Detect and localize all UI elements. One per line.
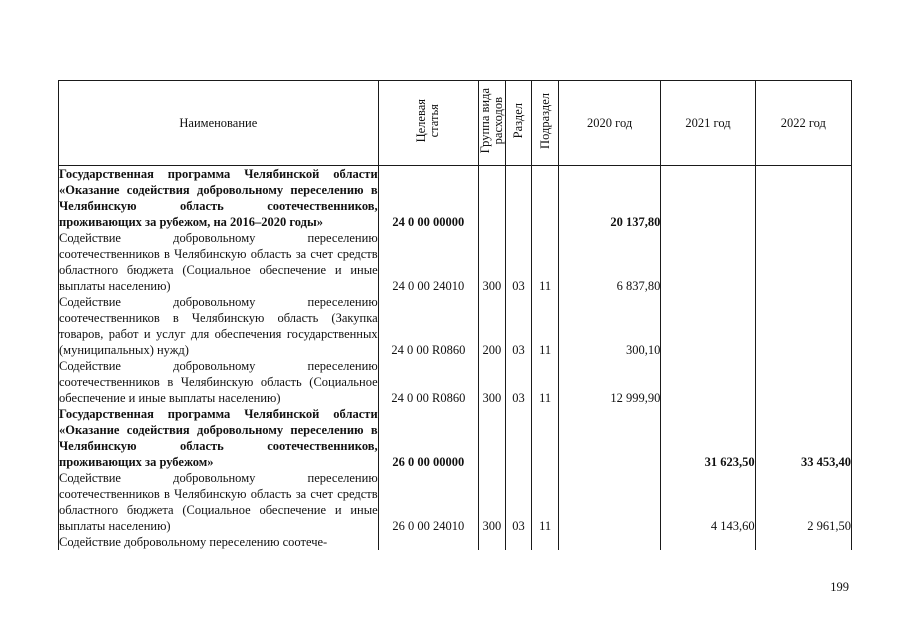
row-name: Содействие добровольному переселению соотечественников в Челябинскую область (Закупка товаров, работ и услуг для обеспечения государственных (муниципальных) нужд) — [59, 295, 378, 357]
row-2022: 33 453,40 — [755, 406, 851, 470]
row-section — [505, 166, 532, 231]
row-subsection: 11 — [532, 230, 559, 294]
row-group — [479, 534, 506, 550]
row-2022 — [755, 230, 851, 294]
row-2021 — [661, 534, 755, 550]
row-group: 300 — [479, 470, 506, 534]
row-name: Содействие добровольному переселению соотечественников в Челябинскую область (Социальное обеспечение и иные выплаты населению) — [59, 359, 378, 405]
header-target — [378, 81, 478, 166]
row-target — [378, 534, 478, 550]
page-number: 199 — [830, 580, 849, 594]
header-2020-label: 2020 год — [587, 116, 633, 130]
row-group — [479, 406, 506, 470]
row-2020 — [558, 534, 660, 550]
header-name — [59, 81, 379, 166]
row-subsection: 11 — [532, 470, 559, 534]
header-subsection — [532, 81, 559, 166]
header-name-label: Наименование — [179, 116, 258, 130]
row-name: Государственная программа Челябинской области «Оказание содействия добровольному переселению в Челябинскую область соотечественников, проживающих за рубежом» — [59, 407, 378, 469]
row-2020: 300,10 — [558, 294, 660, 358]
table-row — [59, 534, 852, 550]
row-target: 26 0 00 00000 — [378, 406, 478, 470]
row-group: 300 — [479, 358, 506, 406]
row-2022 — [755, 166, 851, 231]
row-name: Государственная программа Челябинской области «Оказание содействия добровольному переселению в Челябинскую область соотечественников, проживающих за рубежом, на 2016–2020 годы» — [59, 167, 378, 229]
row-target: 26 0 00 24010 — [378, 470, 478, 534]
row-section — [505, 406, 532, 470]
row-section: 03 — [505, 230, 532, 294]
row-section: 03 — [505, 358, 532, 406]
row-group: 300 — [479, 230, 506, 294]
table-row — [59, 406, 852, 470]
row-subsection: 11 — [532, 358, 559, 406]
row-2021 — [661, 294, 755, 358]
row-2020 — [558, 470, 660, 534]
header-group — [479, 81, 506, 166]
table-row — [59, 470, 852, 534]
table-row — [59, 294, 852, 358]
header-section-label: Раздел — [510, 103, 525, 139]
budget-table — [58, 80, 852, 550]
row-2022 — [755, 534, 851, 550]
row-2021 — [661, 166, 755, 231]
row-group: 200 — [479, 294, 506, 358]
row-2022: 2 961,50 — [755, 470, 851, 534]
row-subsection — [532, 534, 559, 550]
row-name: Содействие добровольному переселению соотече- — [59, 534, 379, 550]
row-name: Содействие добровольному переселению соотечественников в Челябинскую область за счет средств областного бюджета (Социальное обеспечение и иные выплаты населению) — [59, 471, 378, 533]
row-2020 — [558, 406, 660, 470]
row-2020: 6 837,80 — [558, 230, 660, 294]
row-2021: 31 623,50 — [661, 406, 755, 470]
table-row — [59, 230, 852, 294]
header-subsection-label: Подраздел — [537, 93, 552, 149]
row-target: 24 0 00 00000 — [378, 166, 478, 231]
row-2021 — [661, 358, 755, 406]
row-target: 24 0 00 24010 — [378, 230, 478, 294]
row-2020: 12 999,90 — [558, 358, 660, 406]
header-target-label: Целевая статья — [414, 99, 442, 143]
table-row — [59, 358, 852, 406]
header-section — [505, 81, 532, 166]
table-header-row — [59, 81, 852, 166]
row-subsection — [532, 406, 559, 470]
header-2022 — [755, 81, 851, 166]
row-section — [505, 534, 532, 550]
row-2021: 4 143,60 — [661, 470, 755, 534]
row-target: 24 0 00 R0860 — [378, 358, 478, 406]
row-subsection — [532, 166, 559, 231]
row-2020: 20 137,80 — [558, 166, 660, 231]
header-group-label: Группа вида расходов — [478, 88, 506, 154]
header-2022-label: 2022 год — [780, 116, 826, 130]
row-subsection: 11 — [532, 294, 559, 358]
row-group — [479, 166, 506, 231]
header-2020 — [558, 81, 660, 166]
row-target: 24 0 00 R0860 — [378, 294, 478, 358]
row-name: Содействие добровольному переселению соотечественников в Челябинскую область за счет средств областного бюджета (Социальное обеспечение и иные выплаты населению) — [59, 231, 378, 293]
header-2021 — [661, 81, 755, 166]
row-section: 03 — [505, 470, 532, 534]
table-row — [59, 166, 852, 231]
row-2022 — [755, 358, 851, 406]
header-2021-label: 2021 год — [685, 116, 731, 130]
row-2022 — [755, 294, 851, 358]
row-2021 — [661, 230, 755, 294]
row-section: 03 — [505, 294, 532, 358]
